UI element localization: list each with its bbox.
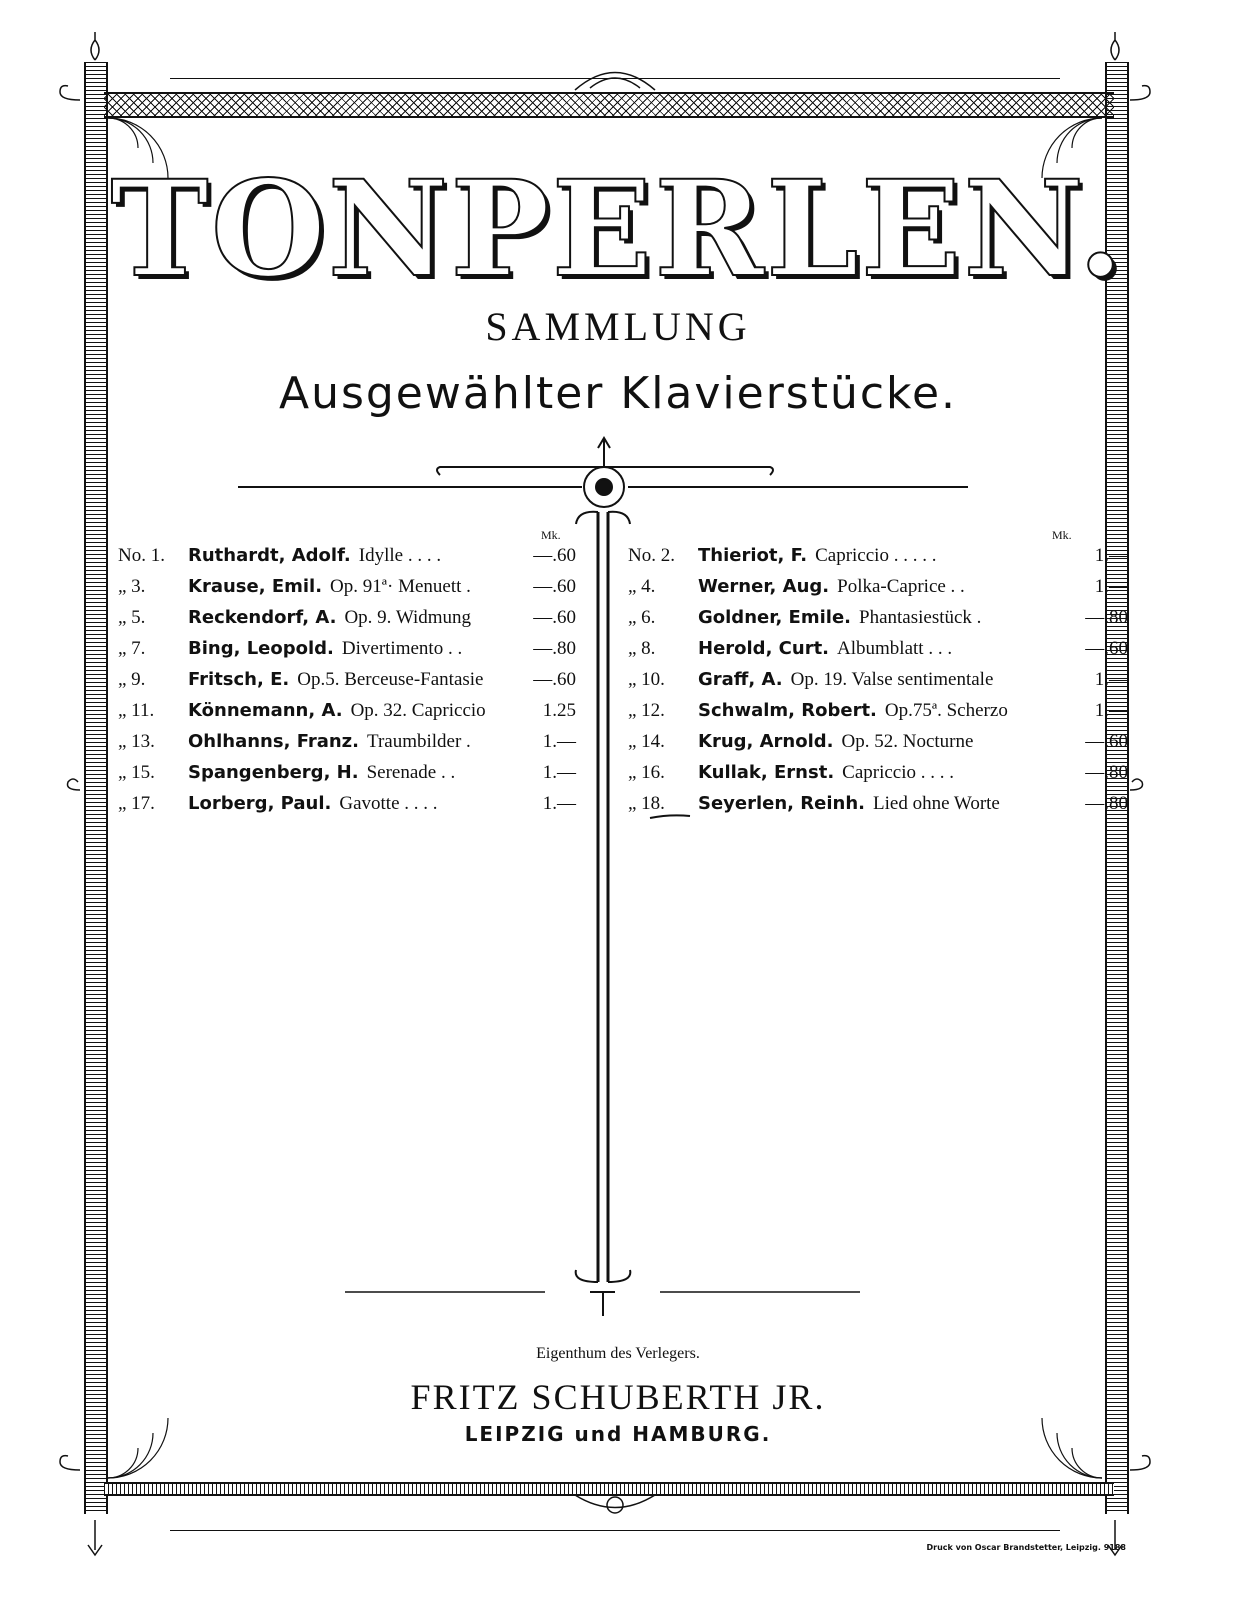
entry-composer: Krause, Emil.	[188, 576, 323, 597]
printer-credit: Druck von Oscar Brandstetter, Leipzig. 9188	[926, 1543, 1126, 1552]
entry-price: —.60	[1085, 638, 1128, 659]
entry-composer: Reckendorf, A.	[188, 607, 337, 628]
entry-work: Gavotte . . . .	[339, 793, 438, 814]
entry-number: „ 4.	[628, 576, 656, 597]
entry-composer: Graff, A.	[698, 669, 783, 690]
entry-work: Capriccio . . . . .	[815, 545, 937, 566]
entry-number: „ 13.	[118, 731, 155, 752]
entry-text	[188, 793, 438, 815]
entry-composer: Könnemann, A.	[188, 700, 343, 721]
entry-number: „ 3.	[118, 576, 146, 597]
catalog-entry	[628, 669, 1128, 700]
entry-work: Op. 19. Valse sentimentale	[790, 669, 994, 690]
entry-composer: Goldner, Emile.	[698, 607, 851, 628]
catalog-entry	[118, 762, 588, 793]
entry-text	[188, 700, 486, 722]
page-title: TONPERLEN.	[110, 152, 1126, 307]
catalog-entry	[118, 638, 588, 669]
entry-number: „ 9.	[118, 669, 146, 690]
entry-text	[698, 607, 981, 629]
entry-composer: Herold, Curt.	[698, 638, 830, 659]
entry-text	[188, 545, 441, 567]
entry-work: Op. 91ª· Menuett .	[330, 576, 471, 597]
entry-price: —.60	[533, 576, 576, 597]
catalog-entry	[118, 576, 588, 607]
entry-number: „ 17.	[118, 793, 155, 814]
entry-number: „ 5.	[118, 607, 146, 628]
catalog-entry	[628, 576, 1128, 607]
catalog-entry	[628, 700, 1128, 731]
entry-text	[188, 669, 483, 691]
entry-price: —.80	[533, 638, 576, 659]
title-block	[0, 152, 1236, 312]
entry-price: —.80	[1085, 762, 1128, 783]
catalog-entry	[118, 545, 588, 576]
catalog-entry	[118, 607, 588, 638]
entry-price: —.60	[533, 669, 576, 690]
entry-work: Serenade . .	[366, 762, 456, 783]
entry-composer: Lorberg, Paul.	[188, 793, 332, 814]
subtitle-collection: SAMMLUNG	[485, 304, 751, 349]
entry-number: No. 1.	[118, 545, 165, 566]
entry-text	[188, 576, 471, 598]
entry-work: Lied ohne Worte	[873, 793, 1000, 814]
entry-number: „ 8.	[628, 638, 656, 659]
catalog-left-column	[118, 545, 588, 824]
entry-work: Idylle . . . .	[358, 545, 442, 566]
entry-price: 1.—	[1094, 669, 1128, 690]
entry-number: „ 16.	[628, 762, 665, 783]
catalog-entry	[118, 700, 588, 731]
entry-text	[188, 762, 455, 784]
entry-composer: Ohlhanns, Franz.	[188, 731, 359, 752]
entry-price: 1.—	[1094, 576, 1128, 597]
catalog-entry	[628, 607, 1128, 638]
entry-work: Albumblatt . . .	[837, 638, 953, 659]
entry-work: Traumbilder .	[367, 731, 471, 752]
entry-text	[698, 638, 952, 660]
entry-price: 1.25	[542, 700, 576, 721]
entry-number: „ 10.	[628, 669, 665, 690]
entry-text	[698, 731, 973, 753]
entry-work: Phantasiestück .	[859, 607, 982, 628]
catalog-entry	[628, 762, 1128, 793]
entry-price: —.80	[1085, 607, 1128, 628]
entry-composer: Bing, Leopold.	[188, 638, 334, 659]
catalog-entry	[628, 638, 1128, 669]
entry-composer: Ruthardt, Adolf.	[188, 545, 351, 566]
entry-price: 1.—	[542, 793, 576, 814]
entry-price: —.60	[533, 545, 576, 566]
entry-price: 1.—	[1094, 545, 1128, 566]
catalog-entry	[628, 545, 1128, 576]
entry-text	[698, 700, 1008, 722]
catalog-entry	[118, 793, 588, 824]
entry-text	[188, 607, 471, 629]
entry-price: —.60	[533, 607, 576, 628]
entry-price: —.60	[1085, 731, 1128, 752]
entry-number: „ 12.	[628, 700, 665, 721]
entry-composer: Spangenberg, H.	[188, 762, 359, 783]
entry-text	[698, 545, 936, 567]
entry-work: Op. 52. Nocturne	[841, 731, 974, 752]
catalog-entry	[628, 731, 1128, 762]
currency-header-left: Mk.	[541, 528, 561, 542]
entry-number: „ 15.	[118, 762, 155, 783]
entry-text	[188, 731, 471, 753]
subtitle-description: Ausgewählter Klavierstücke.	[278, 368, 958, 419]
catalog-right-column	[628, 545, 1128, 824]
entry-price: —.80	[1085, 793, 1128, 814]
entry-composer: Werner, Aug.	[698, 576, 830, 597]
entry-composer: Krug, Arnold.	[698, 731, 834, 752]
currency-header-right: Mk.	[1052, 528, 1072, 542]
publisher-city: LEIPZIG und HAMBURG.	[464, 1422, 772, 1446]
entry-composer: Thieriot, F.	[698, 545, 808, 566]
entry-number: „ 18.	[628, 793, 665, 814]
entry-work: Capriccio . . . .	[842, 762, 955, 783]
catalog-entry	[118, 731, 588, 762]
entry-text	[698, 669, 993, 691]
catalog-entry	[628, 793, 1128, 824]
entry-price: 1.—	[542, 731, 576, 752]
entry-number: „ 14.	[628, 731, 665, 752]
entry-work: Divertimento . .	[341, 638, 463, 659]
entry-composer: Fritsch, E.	[188, 669, 290, 690]
entry-composer: Seyerlen, Reinh.	[698, 793, 865, 814]
entry-number: „ 7.	[118, 638, 146, 659]
entry-composer: Schwalm, Robert.	[698, 700, 877, 721]
entry-price: 1.—	[1094, 700, 1128, 721]
entry-number: „ 6.	[628, 607, 656, 628]
entry-text	[188, 638, 462, 660]
entry-work: Polka-Caprice . .	[837, 576, 965, 597]
catalog-entry	[118, 669, 588, 700]
entry-work: Op. 32. Capriccio	[350, 700, 486, 721]
entry-text	[698, 793, 1000, 815]
entry-work: Op.75ª. Scherzo	[884, 700, 1008, 721]
entry-text	[698, 576, 965, 598]
ownership-note: Eigenthum des Verlegers.	[536, 1345, 700, 1362]
entry-number: „ 11.	[118, 700, 155, 721]
entry-work: Op.5. Berceuse-Fantasie	[297, 669, 484, 690]
entry-text	[698, 762, 954, 784]
publisher-name: FRITZ SCHUBERTH JR.	[410, 1377, 826, 1417]
entry-composer: Kullak, Ernst.	[698, 762, 835, 783]
entry-work: Op. 9. Widmung	[344, 607, 472, 628]
entry-price: 1.—	[542, 762, 576, 783]
entry-number: No. 2.	[628, 545, 675, 566]
